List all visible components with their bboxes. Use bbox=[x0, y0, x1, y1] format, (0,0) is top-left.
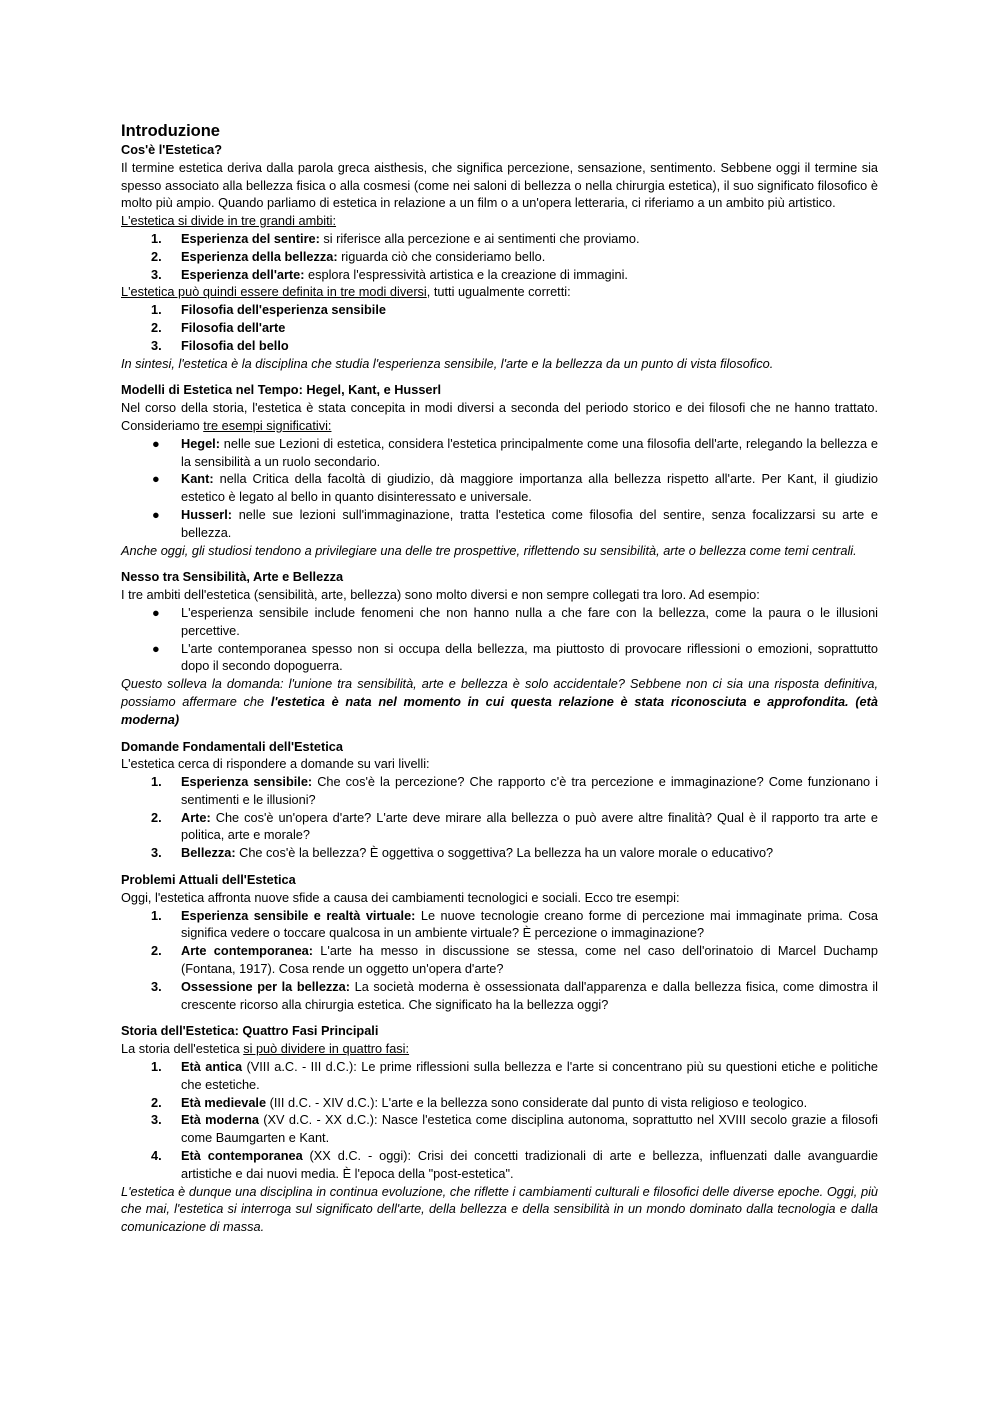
numbered-list bbox=[121, 301, 878, 354]
section-heading: Cos'è l'Estetica? bbox=[121, 142, 223, 157]
numbered-list bbox=[121, 773, 878, 862]
bullet-list bbox=[121, 604, 878, 675]
item-text: riguarda ciò che consideriamo bello. bbox=[337, 248, 546, 264]
paragraph: I tre ambiti dell'estetica (sensibilità, arte, bellezza) sono molto diversi e non sempre collegati tra loro. Ad esempio: bbox=[121, 587, 760, 603]
item-text: Le nuove tecnologie creano forme di percezione mai immaginate prima. Cosa significa vedere o toccare qualcosa in un ambiente virtuale? È percezione o immaginazione? bbox=[181, 907, 878, 941]
list-number: 1. bbox=[151, 774, 162, 790]
page-title: Introduzione bbox=[121, 122, 220, 140]
underlined-text: tre esempi significativi: bbox=[203, 417, 332, 433]
paragraph: L'estetica cerca di rispondere a domande su vari livelli: bbox=[121, 756, 430, 772]
list-item bbox=[121, 907, 878, 943]
bold-term: Arte: bbox=[181, 809, 211, 825]
bold-term: Esperienza sensibile: bbox=[181, 774, 313, 790]
bullet-icon: ● bbox=[152, 640, 160, 656]
section-models-of-aesthetics bbox=[121, 381, 878, 559]
list-item bbox=[121, 773, 878, 809]
section-heading: Domande Fondamentali dell'Estetica bbox=[121, 738, 343, 754]
underlined-text: L'estetica si divide in tre grandi ambiti: bbox=[121, 213, 337, 229]
underlined-text: si può dividere in quattro fasi: bbox=[243, 1041, 410, 1057]
section-what-is-aesthetics bbox=[121, 141, 878, 372]
list-number: 3. bbox=[151, 266, 162, 282]
section-heading: Problemi Attuali dell'Estetica bbox=[121, 872, 296, 888]
list-number: 2. bbox=[151, 943, 162, 959]
list-item bbox=[121, 506, 878, 542]
list-number: 1. bbox=[151, 230, 162, 246]
list-number: 3. bbox=[151, 337, 162, 353]
closing-text: Anche oggi, gli studiosi tendono a privilegiare una delle tre prospettive, riflettendo su sensibilità, arte o bellezza come temi centrali. bbox=[121, 542, 857, 558]
bullet-icon: ● bbox=[152, 604, 160, 620]
section-heading: Storia dell'Estetica: Quattro Fasi Principali bbox=[121, 1023, 379, 1039]
summary-text: In sintesi, l'estetica è la disciplina che studia l'esperienza sensibile, l'arte e la bellezza da un punto di vista filosofico. bbox=[121, 355, 774, 371]
bold-term: Esperienza della bellezza: bbox=[181, 248, 338, 264]
item-text: La società moderna è ossessionata dall'apparenza e dalla bellezza fisica, come dimostra il crescente ricorso alla chirurgia estetica. Che significato ha la bellezza oggi? bbox=[181, 978, 879, 1012]
item-text: (XX d.C. - oggi): Crisi dei concetti tradizionali di arte e bellezza, influenzati dalle avanguardie artistiche e dai nuovi media. È l'epoca della "post-estetica". bbox=[181, 1148, 878, 1181]
list-number: 4. bbox=[151, 1148, 162, 1164]
item-text: (VIII a.C. - III d.C.): Le prime riflessioni sulla bellezza e l'arte si concentrano più su questioni etiche e politiche che estetiche. bbox=[181, 1059, 879, 1092]
list-number: 3. bbox=[151, 845, 162, 861]
list-item bbox=[121, 942, 878, 978]
bullet-icon: ● bbox=[152, 471, 160, 487]
bold-term: Filosofia dell'arte bbox=[181, 319, 286, 335]
bold-term: Età moderna bbox=[181, 1112, 259, 1128]
bold-term: Husserl: bbox=[181, 506, 233, 522]
section-sensibility-art-beauty bbox=[121, 568, 878, 728]
bold-term: Bellezza: bbox=[181, 845, 236, 861]
list-item bbox=[121, 604, 878, 640]
bold-term: Ossessione per la bellezza: bbox=[181, 978, 351, 994]
item-text: nelle sue lezioni sull'immaginazione, tratta l'estetica come filosofia del sentire, senza focalizzarsi su arte e bellezza. bbox=[181, 506, 878, 540]
list-intro bbox=[121, 212, 878, 230]
bold-term: Arte contemporanea: bbox=[181, 943, 313, 959]
item-text: Che cos'è la bellezza? È oggettiva o soggettiva? La bellezza ha un valore morale o educativo? bbox=[235, 845, 774, 861]
list-item bbox=[121, 470, 878, 506]
paragraph bbox=[121, 399, 878, 435]
bold-term: Filosofia dell'esperienza sensibile bbox=[181, 302, 386, 318]
bold-term: Esperienza del sentire: bbox=[181, 230, 320, 246]
item-text: Che cos'è la percezione? Che rapporto c'è tra percezione e immaginazione? Come funzionano i sentimenti e le illusioni? bbox=[181, 774, 878, 807]
section-heading: Nesso tra Sensibilità, Arte e Bellezza bbox=[121, 569, 344, 585]
list-item bbox=[121, 435, 878, 471]
item-text: si riferisce alla percezione e ai sentimenti che proviamo. bbox=[319, 230, 640, 246]
bold-term: Età medievale bbox=[181, 1094, 267, 1110]
underlined-text: L'estetica può quindi essere definita in tre modi diversi bbox=[121, 284, 427, 300]
item-text: (XV d.C. - XX d.C.): Nasce l'estetica come disciplina autonoma, soprattutto nel XVIII secolo grazie a filosofi come Baumgarten e Kant. bbox=[181, 1112, 878, 1146]
list-item bbox=[121, 266, 878, 284]
closing-text: L'estetica è dunque una disciplina in continua evoluzione, che riflette i cambiamenti culturali e filosofici delle diverse epoche. Oggi, più che mai, l'estetica si interroga sul significato dell'arte, della bellezza e della sensibilità in un mondo dominato dalla tecnologia e dalla comunicazione di massa. bbox=[121, 1183, 878, 1235]
item-text: L'arte ha messo in discussione se stessa, come nel caso dell'orinatoio di Marcel Duchamp (Fontana, 1917). Cosa rende un oggetto un'opera d'arte? bbox=[181, 943, 878, 977]
text-span: Nel corso della storia, l'estetica è stata concepita in modi diversi a seconda del periodo storico e dei filosofi che ne hanno trattato. Consideriamo bbox=[121, 400, 878, 433]
item-text: L'esperienza sensibile include fenomeni che non hanno nulla a che fare con la bellezza, come la paura o le illusioni percettive. bbox=[181, 604, 878, 638]
list-item bbox=[121, 248, 878, 266]
bold-term: Hegel: bbox=[181, 435, 220, 451]
list-item bbox=[121, 1058, 878, 1094]
item-text: Che cos'è un'opera d'arte? L'arte deve mirare alla bellezza o può avere altre finalità? Qual è il rapporto tra arte e politica, arte e morale? bbox=[181, 809, 878, 843]
item-text: (III d.C. - XIV d.C.): L'arte e la bellezza sono considerate dal punto di vista religioso e teologico. bbox=[266, 1094, 808, 1110]
item-text: nella Critica della facoltà di giudizio, dà maggiore importanza alla bellezza rispetto all'arte. Per Kant, il giudizio estetico è legato al bello in quanto disinteressato e universale. bbox=[181, 471, 878, 505]
list-intro bbox=[121, 283, 878, 301]
numbered-list bbox=[121, 907, 878, 1014]
text-span: Questo solleva la domanda: l'unione tra sensibilità, arte e bellezza è solo accidentale? Sebbene non ci sia una risposta definitiva, possiamo affermare che bbox=[121, 676, 878, 709]
bold-term: Esperienza dell'arte: bbox=[181, 266, 305, 282]
paragraph: Il termine estetica deriva dalla parola greca aisthesis, che significa percezione, sensazione, sentimento. Sebbene oggi il termine sia spesso associato alla bellezza fisica o alla cosmesi (come nei saloni di bellezza o nella chirurgia estetica), il suo significato filosofico è molto più ampio. Quando parliamo di estetica in relazione a un film o a un'opera letteraria, ci riferiamo a un ambito più artistico. bbox=[121, 159, 878, 211]
section-fundamental-questions bbox=[121, 738, 878, 863]
list-number: 1. bbox=[151, 907, 162, 923]
list-item bbox=[121, 301, 878, 319]
bullet-icon: ● bbox=[152, 435, 160, 451]
bold-term: Filosofia del bello bbox=[181, 337, 289, 353]
list-item bbox=[121, 844, 878, 862]
list-item bbox=[121, 978, 878, 1014]
list-item bbox=[121, 1147, 878, 1183]
numbered-list bbox=[121, 1058, 878, 1183]
text-span: , tutti ugualmente corretti: bbox=[426, 284, 571, 300]
bold-term: Kant: bbox=[181, 471, 214, 487]
closing-text bbox=[121, 675, 878, 728]
list-item bbox=[121, 337, 878, 355]
paragraph bbox=[121, 1040, 878, 1058]
section-current-problems bbox=[121, 871, 878, 1013]
bold-term: Età antica bbox=[181, 1059, 243, 1075]
item-text: nelle sue Lezioni di estetica, considera l'estetica principalmente come una filosofia dell'arte, relegando la bellezza e la sensibilità a un ruolo secondario. bbox=[181, 435, 878, 469]
bullet-list bbox=[121, 435, 878, 542]
list-number: 2. bbox=[151, 1094, 162, 1110]
bold-term: Esperienza sensibile e realtà virtuale: bbox=[181, 907, 416, 923]
item-text: esplora l'espressività artistica e la creazione di immagini. bbox=[304, 266, 628, 282]
bold-statement: l'estetica è nata nel momento in cui questa relazione è stata riconosciuta e approfondita. (età moderna) bbox=[121, 693, 878, 727]
text-span: La storia dell'estetica bbox=[121, 1041, 244, 1057]
list-number: 2. bbox=[151, 248, 162, 264]
list-item bbox=[121, 1111, 878, 1147]
list-number: 2. bbox=[151, 809, 162, 825]
paragraph: Oggi, l'estetica affronta nuove sfide a causa dei cambiamenti tecnologici e sociali. Ecco tre esempi: bbox=[121, 889, 680, 905]
list-item bbox=[121, 640, 878, 676]
bold-term: Età contemporanea bbox=[181, 1148, 303, 1164]
list-item bbox=[121, 809, 878, 845]
list-item bbox=[121, 230, 878, 248]
item-text: L'arte contemporanea spesso non si occupa della bellezza, ma piuttosto di provocare riflessioni o emozioni, soprattutto dopo il secondo dopoguerra. bbox=[181, 640, 878, 674]
list-number: 1. bbox=[151, 302, 162, 318]
list-number: 1. bbox=[151, 1059, 162, 1075]
list-number: 3. bbox=[151, 978, 162, 994]
section-heading: Modelli di Estetica nel Tempo: Hegel, Kant, e Husserl bbox=[121, 382, 442, 398]
document-page bbox=[121, 121, 878, 1236]
list-number: 3. bbox=[151, 1112, 162, 1128]
list-number: 2. bbox=[151, 319, 162, 335]
section-history-of-aesthetics bbox=[121, 1022, 878, 1236]
list-item bbox=[121, 319, 878, 337]
bullet-icon: ● bbox=[152, 506, 160, 522]
list-item bbox=[121, 1094, 878, 1112]
numbered-list bbox=[121, 230, 878, 283]
